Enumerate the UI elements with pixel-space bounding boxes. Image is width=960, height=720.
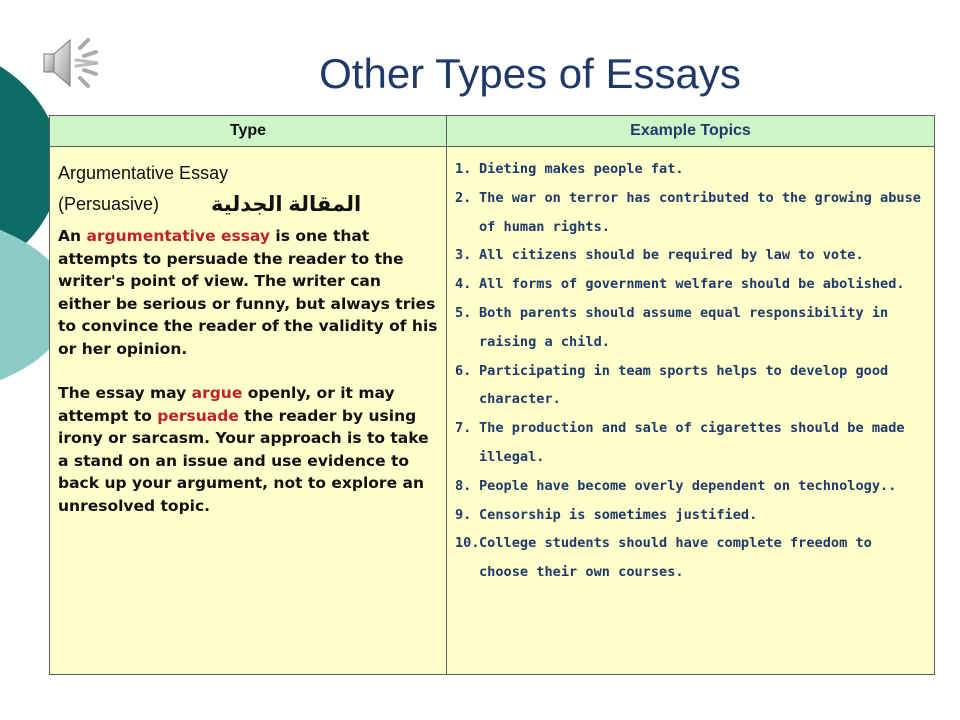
list-number: 8. [455, 477, 472, 494]
list-item [455, 472, 926, 501]
text-span: openly, or it may attempt to [58, 384, 395, 425]
list-text: All citizens should be required by law to vote. [479, 247, 864, 264]
slide-title: Other Types of Essays [319, 50, 741, 97]
list-item [455, 357, 926, 415]
text-span: The essay may [58, 384, 192, 402]
list-text: Both parents should assume equal responsibility in raising a child. [479, 304, 889, 350]
list-text: Participating in team sports helps to develop good character. [479, 362, 889, 408]
list-item [455, 299, 926, 357]
list-item [455, 155, 926, 184]
list-text: The production and sale of cigarettes should be made illegal. [479, 420, 905, 465]
text-span: An [58, 227, 87, 245]
topics-cell [447, 147, 935, 675]
list-number: 6. [455, 362, 472, 379]
essay-type-subtitle: (Persuasive) [58, 194, 160, 214]
list-item [455, 529, 926, 587]
example-topics-list [455, 155, 926, 587]
list-number: 7. [455, 420, 472, 437]
description-paragraph-2 [58, 382, 438, 517]
list-item [455, 501, 926, 530]
description-paragraph-1 [58, 225, 438, 360]
list-text: Dieting makes people fat. [479, 161, 684, 177]
list-item [455, 184, 926, 242]
table-row [50, 147, 935, 675]
text-span: is one that attempts to persuade the reader to the writer's point of view. The writer can either be serious or funny, but always tries to convince the reader of the validity of his or her opinion. [58, 227, 438, 358]
list-number: 5. [455, 304, 472, 321]
text-span: the reader by using irony or sarcasm. Your approach is to take a stand on an issue and use evidence to back up your argument, not to explore an unresolved topic. [58, 406, 429, 515]
header-type: Type [50, 116, 447, 147]
essay-type-name: Argumentative Essay [58, 163, 229, 183]
list-number: 2. [455, 189, 472, 206]
type-cell [50, 147, 447, 675]
list-item [455, 414, 926, 472]
list-number: 4. [455, 276, 472, 293]
list-text: Censorship is sometimes justified. [479, 506, 758, 523]
list-number: 1. [455, 161, 472, 177]
header-example-topics: Example Topics [447, 116, 935, 147]
essay-types-table [49, 115, 935, 675]
list-text: The war on terror has contributed to the growing abuse of human rights. [479, 189, 921, 235]
table-header-row [50, 116, 935, 147]
list-text: College students should have complete freedom to choose their own courses. [479, 535, 872, 581]
list-text: People have become overly dependent on technology.. [479, 477, 897, 494]
list-number: 3. [455, 247, 472, 264]
list-number: 10. [455, 535, 480, 552]
list-item [455, 241, 926, 270]
arabic-translation: المقالة الجدلية [211, 192, 362, 216]
keyword-persuade: persuade [157, 406, 239, 425]
essay-type-subtitle-row [58, 189, 438, 219]
list-number: 9. [455, 506, 472, 523]
list-text: All forms of government welfare should be abolished. [479, 276, 905, 293]
keyword-argue: argue [191, 384, 243, 402]
keyword-argumentative-essay: argumentative essay [86, 227, 271, 245]
list-item [455, 270, 926, 299]
